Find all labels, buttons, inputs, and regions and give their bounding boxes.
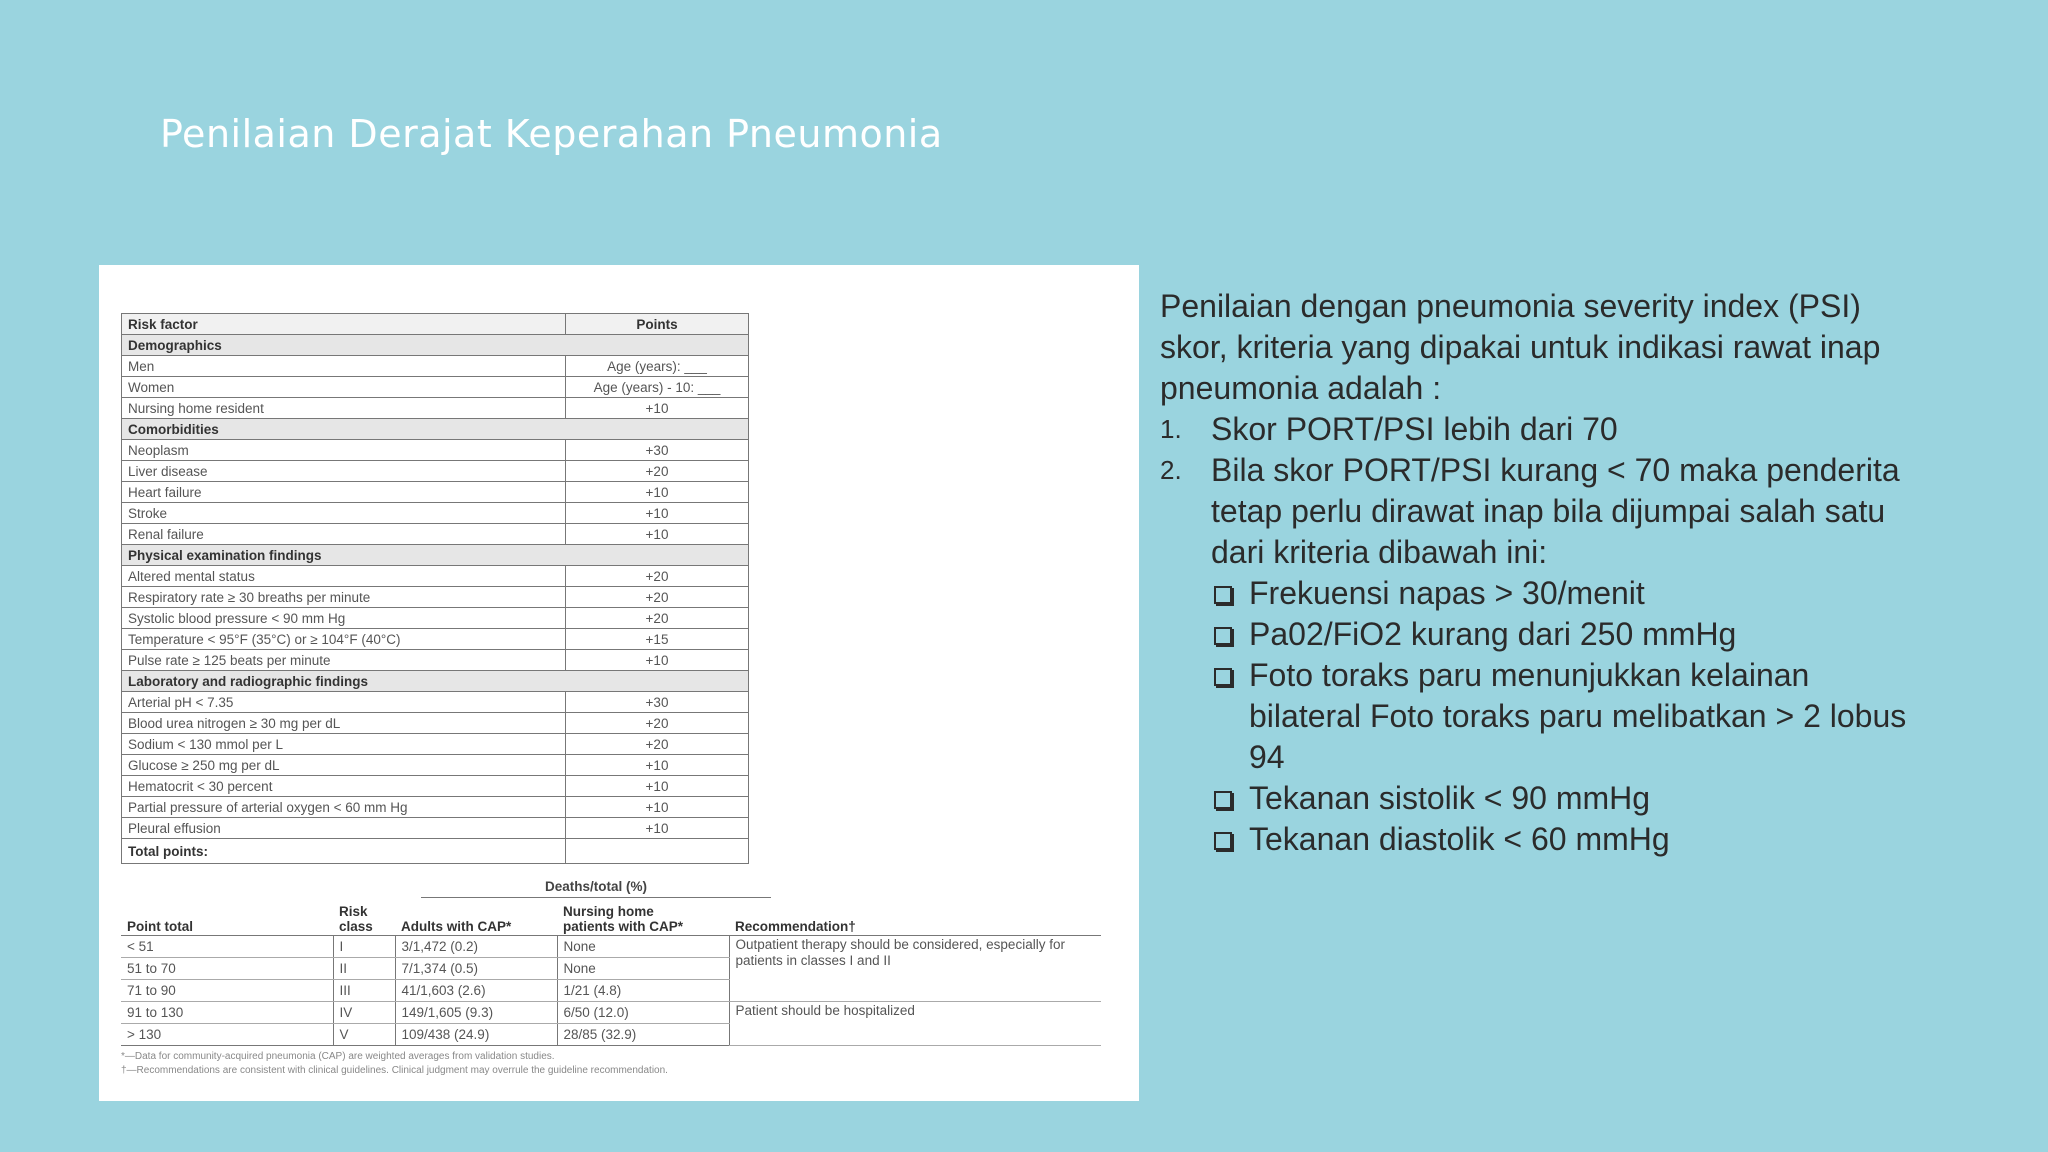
table-section-row [122, 671, 749, 692]
points-cell: +20 [566, 608, 749, 629]
criteria-text: Foto toraks paru menunjukkan kelainan bilateral Foto toraks paru melibatkan > 2 lobus 94 [1249, 657, 1907, 775]
header-nursing-home-cap: Nursing home patients with CAP* [557, 903, 729, 936]
table-row [122, 776, 749, 797]
points-cell [566, 839, 749, 864]
table-row [122, 440, 749, 461]
risk-factor-cell: Sodium < 130 mmol per L [122, 734, 566, 755]
point-total-cell: > 130 [121, 1024, 333, 1046]
section-label: Laboratory and radiographic findings [122, 671, 749, 692]
table-row [121, 936, 1101, 958]
table-row [122, 818, 749, 839]
table-row [122, 755, 749, 776]
risk-factor-cell: Total points: [122, 839, 566, 864]
points-cell: +20 [566, 566, 749, 587]
points-cell: +30 [566, 440, 749, 461]
table-row [122, 566, 749, 587]
criteria-item [1211, 573, 1920, 614]
points-cell: +10 [566, 524, 749, 545]
risk-factor-cell: Heart failure [122, 482, 566, 503]
section-label: Demographics [122, 335, 749, 356]
risk-factor-cell: Blood urea nitrogen ≥ 30 mg per dL [122, 713, 566, 734]
table-row [122, 692, 749, 713]
header-adults-cap: Adults with CAP* [395, 903, 557, 936]
section-label: Comorbidities [122, 419, 749, 440]
list-item-text: Skor PORT/PSI lebih dari 70 [1211, 411, 1618, 447]
points-cell: +10 [566, 398, 749, 419]
table-row [122, 398, 749, 419]
risk-factor-cell: Partial pressure of arterial oxygen < 60 mm Hg [122, 797, 566, 818]
header-points: Points [566, 314, 749, 335]
nursing-home-cell: 28/85 (32.9) [557, 1024, 729, 1046]
table-section-row [122, 545, 749, 566]
slide-title: Penilaian Derajat Keperahan Pneumonia [160, 112, 943, 156]
points-cell: Age (years): ___ [566, 356, 749, 377]
risk-factor-cell: Men [122, 356, 566, 377]
table-section-row [122, 335, 749, 356]
criteria-item [1211, 655, 1920, 778]
table-row [122, 587, 749, 608]
checkbox-bullet-icon [1214, 832, 1232, 850]
table-row [122, 713, 749, 734]
numbered-list [1160, 409, 1920, 860]
table-row [122, 608, 749, 629]
header-recommendation: Recommendation† [729, 903, 1101, 936]
risk-factor-cell: Pulse rate ≥ 125 beats per minute [122, 650, 566, 671]
table-row [122, 503, 749, 524]
risk-factor-cell: Arterial pH < 7.35 [122, 692, 566, 713]
risk-factor-cell: Systolic blood pressure < 90 mm Hg [122, 608, 566, 629]
risk-factor-cell: Stroke [122, 503, 566, 524]
point-total-cell: < 51 [121, 936, 333, 958]
point-total-cell: 71 to 90 [121, 980, 333, 1002]
psi-table-body [122, 335, 749, 864]
checkbox-bullet-icon [1214, 791, 1232, 809]
psi-table-image [99, 265, 1139, 1101]
adults-cap-cell: 3/1,472 (0.2) [395, 936, 557, 958]
criteria-text: Tekanan sistolik < 90 mmHg [1249, 780, 1651, 816]
risk-factor-cell: Neoplasm [122, 440, 566, 461]
table-section-row [122, 419, 749, 440]
points-cell: +30 [566, 692, 749, 713]
points-cell: +10 [566, 797, 749, 818]
intro-paragraph: Penilaian dengan pneumonia severity index (PSI) skor, kriteria yang dipakai untuk indikasi rawat inap pneumonia adalah : [1160, 288, 1881, 406]
points-cell: +20 [566, 734, 749, 755]
table-row [122, 734, 749, 755]
table-row [122, 356, 749, 377]
table-row [122, 482, 749, 503]
points-cell: +20 [566, 587, 749, 608]
checkbox-bullet-icon [1214, 668, 1232, 686]
risk-class-table [121, 903, 1101, 1046]
nursing-home-cell: 1/21 (4.8) [557, 980, 729, 1002]
list-item [1160, 409, 1920, 450]
point-total-cell: 51 to 70 [121, 958, 333, 980]
risk-factor-cell: Respiratory rate ≥ 30 breaths per minute [122, 587, 566, 608]
points-cell: +10 [566, 776, 749, 797]
risk-factor-cell: Glucose ≥ 250 mg per dL [122, 755, 566, 776]
points-cell: +10 [566, 755, 749, 776]
header-point-total: Point total [121, 903, 333, 936]
deaths-total-header: Deaths/total (%) [421, 879, 771, 898]
table-row [122, 629, 749, 650]
criteria-item [1211, 819, 1920, 860]
risk-table-body [121, 936, 1101, 1046]
checkbox-bullet-icon [1214, 627, 1232, 645]
adults-cap-cell: 7/1,374 (0.5) [395, 958, 557, 980]
recommendation-cell: Patient should be hospitalized [729, 1002, 1101, 1046]
section-label: Physical examination findings [122, 545, 749, 566]
criteria-item [1211, 778, 1920, 819]
risk-class-cell: III [333, 980, 395, 1002]
criteria-list [1211, 573, 1920, 860]
risk-factor-cell: Nursing home resident [122, 398, 566, 419]
risk-class-cell: IV [333, 1002, 395, 1024]
points-cell: +10 [566, 503, 749, 524]
nursing-home-cell: None [557, 958, 729, 980]
risk-factor-cell: Liver disease [122, 461, 566, 482]
adults-cap-cell: 41/1,603 (2.6) [395, 980, 557, 1002]
points-cell: +20 [566, 713, 749, 734]
criteria-text: Frekuensi napas > 30/menit [1249, 575, 1645, 611]
points-cell: Age (years) - 10: ___ [566, 377, 749, 398]
nursing-home-cell: 6/50 (12.0) [557, 1002, 729, 1024]
table-row [122, 650, 749, 671]
table-row [122, 377, 749, 398]
header-risk-class: Risk class [333, 903, 395, 936]
footnote-recommendation: †—Recommendations are consistent with clinical guidelines. Clinical judgment may overrule the guideline recommendation. [121, 1065, 668, 1076]
points-cell: +10 [566, 650, 749, 671]
point-total-cell: 91 to 130 [121, 1002, 333, 1024]
points-cell: +15 [566, 629, 749, 650]
points-cell: +10 [566, 482, 749, 503]
risk-factor-cell: Pleural effusion [122, 818, 566, 839]
risk-class-cell: I [333, 936, 395, 958]
criteria-text: Tekanan diastolik < 60 mmHg [1249, 821, 1670, 857]
points-cell: +20 [566, 461, 749, 482]
risk-class-cell: II [333, 958, 395, 980]
list-number: 1. [1160, 414, 1182, 444]
points-cell: +10 [566, 818, 749, 839]
table-row [122, 461, 749, 482]
adults-cap-cell: 149/1,605 (9.3) [395, 1002, 557, 1024]
psi-risk-factor-table [121, 313, 749, 864]
recommendation-cell: Outpatient therapy should be considered, especially for patients in classes I and II [729, 936, 1101, 1002]
adults-cap-cell: 109/438 (24.9) [395, 1024, 557, 1046]
criteria-item [1211, 614, 1920, 655]
checkbox-bullet-icon [1214, 586, 1232, 604]
risk-factor-cell: Hematocrit < 30 percent [122, 776, 566, 797]
risk-class-cell: V [333, 1024, 395, 1046]
risk-factor-cell: Women [122, 377, 566, 398]
footnote-cap: *—Data for community-acquired pneumonia (CAP) are weighted averages from validation studies. [121, 1051, 555, 1062]
table-row [122, 797, 749, 818]
risk-factor-cell: Temperature < 95°F (35°C) or ≥ 104°F (40°C) [122, 629, 566, 650]
total-row [122, 839, 749, 864]
list-number: 2. [1160, 455, 1182, 485]
list-item-text: Bila skor PORT/PSI kurang < 70 maka penderita tetap perlu dirawat inap bila dijumpai salah satu dari kriteria dibawah ini: [1211, 452, 1900, 570]
risk-factor-cell: Renal failure [122, 524, 566, 545]
criteria-text: Pa02/FiO2 kurang dari 250 mmHg [1249, 616, 1737, 652]
table-row [121, 1002, 1101, 1024]
body-text [1160, 286, 1920, 860]
nursing-home-cell: None [557, 936, 729, 958]
table-row [122, 524, 749, 545]
risk-factor-cell: Altered mental status [122, 566, 566, 587]
list-item [1160, 450, 1920, 860]
header-risk-factor: Risk factor [122, 314, 566, 335]
